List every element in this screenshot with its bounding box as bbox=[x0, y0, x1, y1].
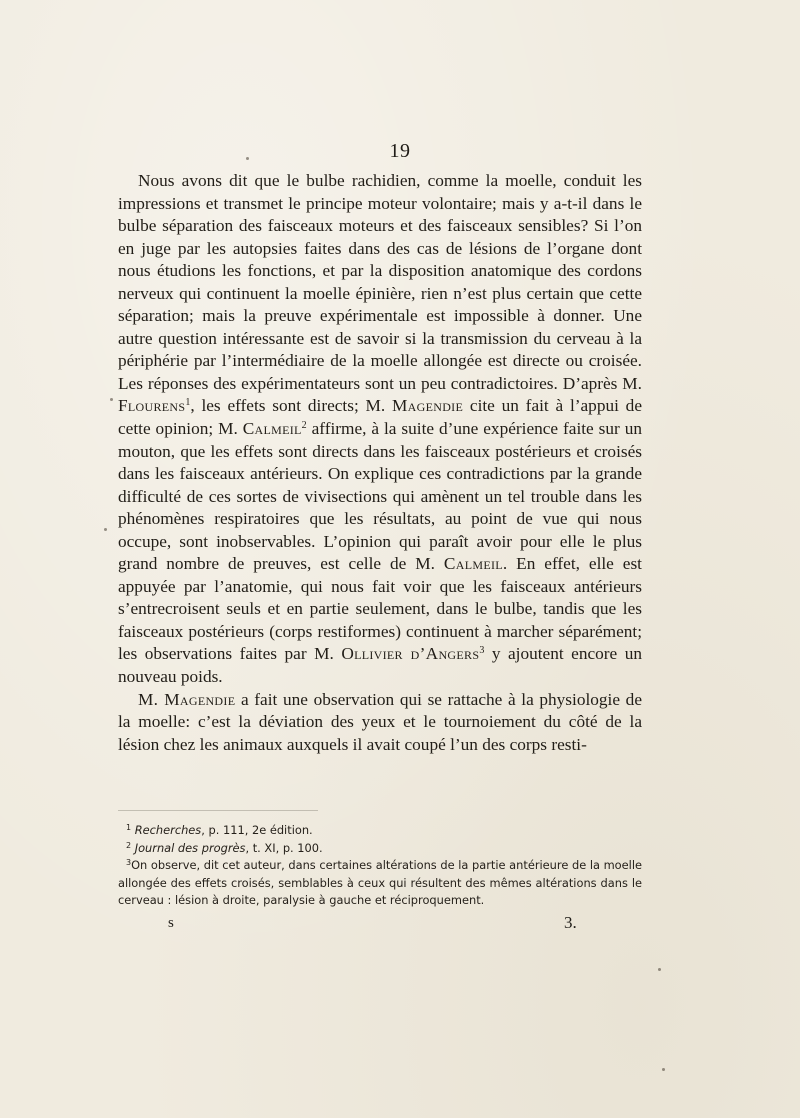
paragraph-1-text-2: , les effets sont directs; M. bbox=[190, 396, 393, 416]
paper-speck bbox=[110, 398, 113, 401]
paper-speck bbox=[246, 157, 249, 160]
footnote-mark-3: 3 bbox=[126, 858, 132, 867]
footnote-1 bbox=[118, 822, 642, 840]
footnote-divider bbox=[118, 810, 318, 811]
paper-speck bbox=[104, 528, 107, 531]
author-calmeil-2: Calmeil bbox=[443, 554, 503, 574]
paragraph-1-text-5: . En effet, elle est appuyée par l’anatomie, qui nous fait voir que les faisceaux antérieurs s’entrecroisent seuls et en partie seulement, dans le bulbe, tandis que les faisceaux postérieurs (corps restiformes) continuent à marcher séparément; les observations faites par M. bbox=[118, 554, 642, 664]
footnote-title-1: Recherches bbox=[134, 823, 202, 837]
paper-speck bbox=[662, 1068, 665, 1071]
footnote-ref-2: 2 bbox=[301, 420, 307, 432]
footnote-title-2: Journal des progrès bbox=[134, 840, 246, 855]
footnote-2 bbox=[118, 840, 642, 858]
author-flourens: Flourens bbox=[118, 396, 186, 416]
footnote-text-1: , p. 111, 2e édition. bbox=[201, 823, 313, 837]
author-calmeil: Calmeil bbox=[242, 419, 302, 439]
body-text bbox=[118, 170, 642, 756]
paragraph-2 bbox=[118, 689, 642, 757]
paragraph-1-text-3: cite un fait à l’appui de cette opinion; M. bbox=[118, 396, 642, 439]
signature-letter: s bbox=[168, 915, 174, 931]
footnote-mark-1: 1 bbox=[126, 823, 132, 832]
footnote-text-3: On observe, dit cet auteur, dans certaines altérations de la partie antérieure de la moelle allongée des effets croisés, semblables à ceux qui résultent des mêmes altérations dans le cerveau : lésion à droite, paralysie à gauche et réciproquement. bbox=[118, 858, 642, 907]
paragraph-1 bbox=[118, 170, 642, 689]
paragraph-1-text-4: affirme, à la suite d’une expérience faite sur un mouton, que les effets sont directs dans les faisceaux postérieurs et croisés dans les faisceaux antérieurs. On explique ces contradictions par la grande difficulté de ces sortes de vivisections qui amènent un tel trouble dans les phénomènes respiratoires que les résultats, au point de vue qui nous occupe, sont inobservables. L’opinion qui paraît avoir pour elle le plus grand nombre de preuves, est celle de M. bbox=[118, 419, 642, 574]
author-magendie-2: M. Magendie bbox=[138, 689, 236, 709]
footnotes bbox=[118, 822, 642, 910]
page-number: 19 bbox=[389, 140, 411, 162]
paper-speck bbox=[658, 968, 661, 971]
paragraph-1-text-1: Nous avons dit que le bulbe rachidien, comme la moelle, conduit les impressions et transmet le principe moteur volontaire; mais y a-t-il dans le bulbe séparation des faisceaux moteurs et des faisceaux sensibles? Si l’on en juge par les autopsies faites dans des cas de lésions de l’organe dont nous étudions les fonctions, et par la disposition anatomique des cordons nerveux qui continuent la moelle épinière, rien n’est plus certain que cette séparation; mais la preuve expérimentale est impossible à donner. Une autre question intéressante est de savoir si la transmission du cerveau à la périphérie par l’intermédiaire de la moelle allongée est directe ou croisée. Les réponses des expérimentateurs sont un peu contradictoires. D’après M. bbox=[118, 171, 642, 393]
footnote-ref-1: 1 bbox=[185, 397, 191, 409]
footnote-text-2: , t. XI, p. 100. bbox=[245, 840, 323, 855]
author-ollivier: Ollivier d’Angers bbox=[341, 644, 480, 664]
footnote-3 bbox=[118, 857, 642, 910]
signature-number: 3. bbox=[564, 913, 577, 932]
footnote-ref-3: 3 bbox=[479, 645, 485, 657]
paragraph-1-text-6: y ajoutent encore un nouveau poids. bbox=[118, 644, 643, 687]
footnote-mark-2: 2 bbox=[126, 840, 132, 850]
author-magendie: Magendie bbox=[392, 396, 464, 416]
paragraph-2-text-1: a fait une observation qui se rattache à la physiologie de la moelle: c’est la déviation des yeux et le tournoiement du côté de la lésion chez les animaux auxquels il avait coupé l’un des corps resti- bbox=[118, 689, 642, 754]
